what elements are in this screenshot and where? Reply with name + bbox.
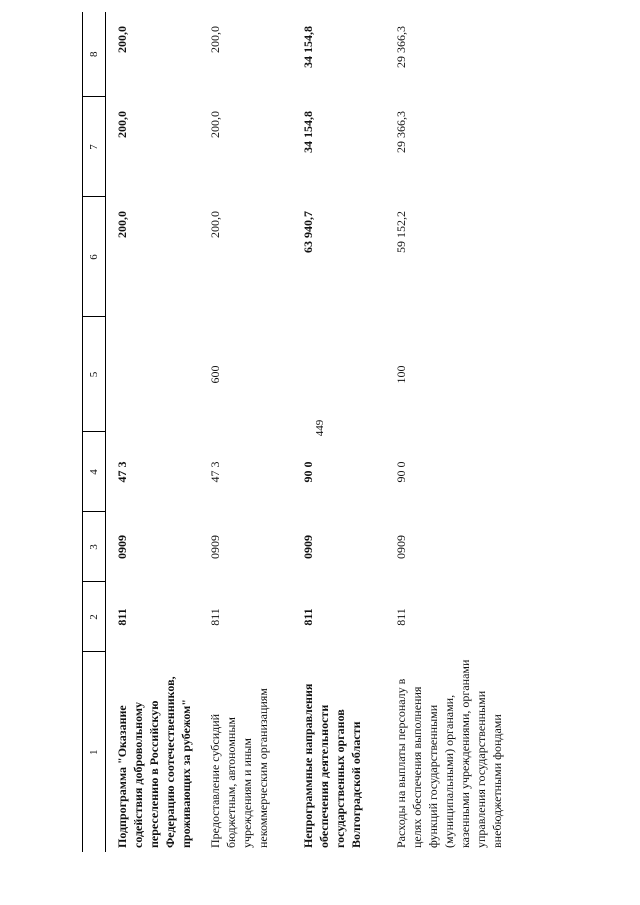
row-name: Расходы на выплаты персоналу в целях обеспечения выполнения функций государственными (муниципальными) органами, казенными учреждениями, органами управления государственными внебюджетными фондами [394,659,504,848]
cell-code: 811 [394,608,408,626]
table-row [292,12,385,852]
cell-amount-3: 200,0 [115,26,129,53]
col-header-7: 7 [83,97,106,197]
budget-table [82,12,513,852]
table-row [385,12,513,852]
cell-amount-2: 34 154,8 [301,111,315,153]
col-header-6: 6 [83,197,106,317]
col-header-8: 8 [83,12,106,97]
cell-target: 47 3 [115,461,129,483]
cell-type: 100 [394,365,408,384]
cell-amount-3: 200,0 [208,26,222,53]
cell-amount-2: 200,0 [208,111,222,138]
cell-code: 811 [208,608,222,626]
cell-section: 0909 [394,535,408,559]
cell-type [106,317,200,432]
row-name: Предоставление субсидий бюджетным, автономным учреждениям и иным некоммерческим организациям [208,688,270,848]
cell-amount-1: 200,0 [208,211,222,238]
cell-code: 811 [301,608,315,626]
col-header-3: 3 [83,512,106,582]
budget-table-rotated [82,12,522,852]
row-name: Подпрограмма "Оказание содействия добровольному переселению в Российскую Федерацию соотечественников, проживающих за рубежом" [115,676,193,848]
cell-amount-1: 63 940,7 [301,211,315,253]
page-number: 449 [314,419,326,437]
cell-amount-1: 59 152,2 [394,211,408,253]
table-row [199,12,292,852]
cell-amount-2: 200,0 [115,111,129,138]
cell-section: 0909 [208,535,222,559]
col-header-2: 2 [83,582,106,652]
cell-amount-1: 200,0 [115,211,129,238]
cell-section: 0909 [115,535,129,559]
cell-type [292,317,385,432]
cell-type: 600 [208,365,222,384]
cell-target: 47 3 [208,461,222,483]
cell-section: 0909 [301,535,315,559]
header-row [83,12,106,852]
row-name: Непрограммные направления обеспечения деятельности государственных органов Волгоградской области [301,683,363,848]
col-header-1: 1 [83,652,106,852]
col-header-5: 5 [83,317,106,432]
cell-target: 90 0 [301,461,315,483]
cell-amount-2: 29 366,3 [394,111,408,153]
table-row [106,12,200,852]
cell-amount-3: 34 154,8 [301,26,315,68]
col-header-4: 4 [83,432,106,512]
cell-target: 90 0 [394,461,408,483]
cell-code: 811 [115,608,129,626]
cell-amount-3: 29 366,3 [394,26,408,68]
